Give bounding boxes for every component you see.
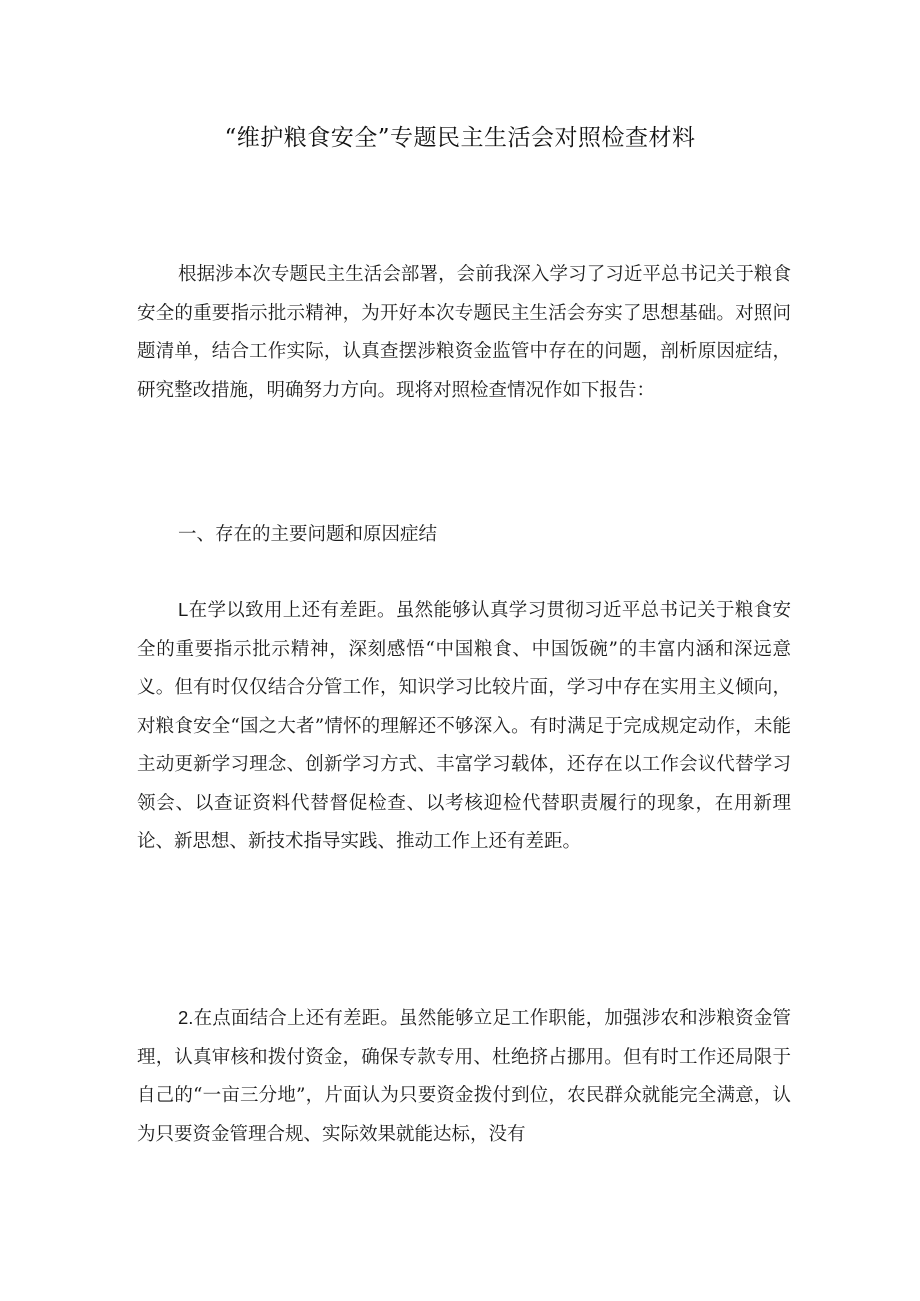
problem-item-2 (137, 999, 791, 1154)
item-text: 在点面结合上还有差距。虽然能够立足工作职能，加强涉农和涉粮资金管理，认真审核和拨付资金，确保专款专用、杜绝挤占挪用。但有时工作还局限于自己的“一亩三分地”，片面认为只要资金拨付到位，农民群众就能完全满意，认为只要资金管理合规、实际效果就能达标，没有 (137, 1008, 791, 1145)
section-heading-1: 一、存在的主要问题和原因症结 (178, 524, 438, 545)
item-text: 在学以致用上还有差距。虽然能够认真学习贯彻习近平总书记关于粮食安全的重要指示批示精神，深刻感悟“中国粮食、中国饭碗”的丰富内涵和深远意义。但有时仅仅结合分管工作，知识学习比较片面，学习中存在实用主义倾向，对粮食安全“国之大者”情怀的理解还不够深入。有时满足于完成规定动作，未能主动更新学习理念、创新学习方式、丰富学习载体，还存在以工作会议代替学习领会、以查证资料代替督促检查、以考核迎检代替职责履行的现象，在用新理论、新思想、新技术指导实践、推动工作上还有差距。 (137, 600, 791, 852)
document-title: “维护粮食安全”专题民主生活会对照检查材料 (224, 125, 696, 151)
item-number: L (178, 599, 189, 620)
intro-paragraph: 根据涉本次专题民主生活会部署，会前我深入学习了习近平总书记关于粮食安全的重要指示批示精神，为开好本次专题民主生活会夯实了思想基础。对照问题清单，结合工作实际，认真查摆涉粮资金监管中存在的问题，剖析原因症结，研究整改措施，明确努力方向。现将对照检查情况作如下报告： (137, 264, 791, 401)
problem-item-1 (137, 591, 791, 862)
item-number: 2. (178, 1007, 194, 1028)
